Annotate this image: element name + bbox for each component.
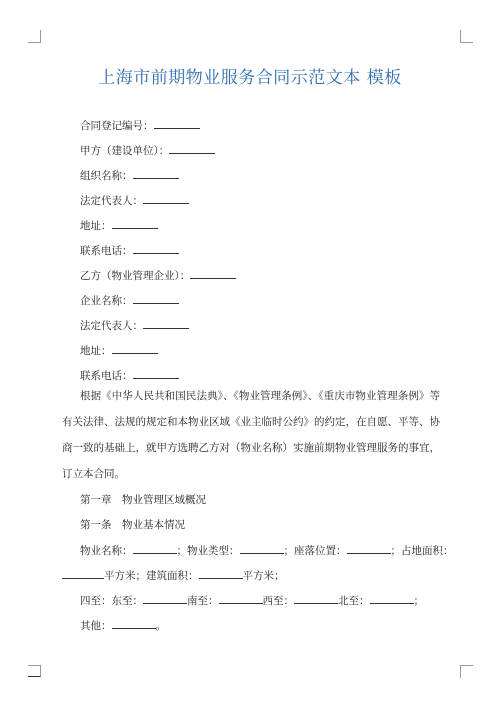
phone-b-line bbox=[80, 368, 179, 383]
land-area-blank[interactable] bbox=[62, 568, 104, 579]
contract-number-blank[interactable] bbox=[154, 118, 200, 129]
address-a-blank[interactable] bbox=[112, 218, 158, 229]
sqm-end-label: 平方米； bbox=[242, 570, 285, 582]
other-blank[interactable] bbox=[112, 618, 156, 629]
south-label: 南至： bbox=[187, 595, 219, 607]
other-label: 其他： bbox=[80, 620, 112, 632]
legal-rep-a-label: 法定代表人： bbox=[80, 195, 143, 207]
property-type-label: ；物业类型： bbox=[176, 545, 240, 557]
south-blank[interactable] bbox=[219, 593, 263, 604]
party-a-label: 甲方（建设单位）： bbox=[80, 145, 170, 157]
party-b-label: 乙方（物业管理企业）： bbox=[80, 270, 191, 282]
legal-rep-b-blank[interactable] bbox=[143, 318, 189, 329]
crop-mark-top-left bbox=[28, 30, 41, 43]
location-label: ；座落位置： bbox=[283, 545, 347, 557]
west-label: 西至： bbox=[262, 595, 294, 607]
phone-a-line bbox=[80, 243, 179, 258]
company-name-line bbox=[80, 293, 179, 308]
address-a-line bbox=[80, 218, 158, 233]
chapter-one-heading: 第一章 物业管理区域概况 bbox=[80, 494, 206, 506]
west-blank[interactable] bbox=[294, 593, 338, 604]
legal-rep-b-label: 法定代表人： bbox=[80, 320, 143, 332]
north-label: 北至： bbox=[338, 595, 370, 607]
crop-mark-top-right bbox=[460, 30, 473, 43]
east-label: 四至：东至： bbox=[80, 595, 143, 607]
phone-b-blank[interactable] bbox=[133, 368, 179, 379]
org-name-label: 组织名称： bbox=[80, 170, 133, 182]
org-name-blank[interactable] bbox=[133, 168, 179, 179]
contract-number-line bbox=[80, 118, 200, 133]
preamble-paragraph: 根据《中华人民共和国民法典》、《物业管理条例》、《重庆市物业管理条例》等有关法律、法规的规定和本物业区域《业主临时公约》的约定，在自愿、平等、协商一致的基础上，就甲方选聘乙方对（物业名称）实施前期物业管理服务的事宜，订立本合同。 bbox=[62, 390, 440, 480]
crop-mark-bottom-left bbox=[28, 665, 41, 677]
address-b-label: 地址： bbox=[80, 345, 112, 357]
contract-number-label: 合同登记编号： bbox=[80, 120, 154, 132]
phone-a-blank[interactable] bbox=[133, 243, 179, 254]
property-info-line bbox=[80, 543, 454, 558]
location-blank[interactable] bbox=[347, 543, 391, 554]
north-blank[interactable] bbox=[370, 593, 414, 604]
party-a-line bbox=[80, 143, 215, 158]
crop-mark-bottom-right bbox=[460, 665, 473, 678]
article-one-heading: 第一条 物业基本情况 bbox=[80, 519, 185, 531]
east-blank[interactable] bbox=[143, 593, 187, 604]
address-b-line bbox=[80, 343, 158, 358]
legal-rep-a-blank[interactable] bbox=[143, 193, 189, 204]
other-line bbox=[80, 618, 166, 633]
property-name-label: 物业名称： bbox=[80, 545, 133, 557]
boundaries-end: ； bbox=[413, 595, 424, 607]
building-area-blank[interactable] bbox=[199, 568, 243, 579]
document-title: 上海市前期物业服务合同示范文本 模板 bbox=[98, 68, 402, 88]
address-a-label: 地址： bbox=[80, 220, 112, 232]
boundaries-line bbox=[80, 593, 424, 608]
party-b-blank[interactable] bbox=[190, 268, 236, 279]
phone-a-label: 联系电话： bbox=[80, 245, 133, 257]
party-b-line bbox=[80, 268, 236, 283]
phone-b-label: 联系电话： bbox=[80, 370, 133, 382]
org-name-line bbox=[80, 168, 179, 183]
area-line bbox=[62, 568, 285, 583]
company-name-label: 企业名称： bbox=[80, 295, 133, 307]
legal-rep-a-line bbox=[80, 193, 189, 208]
legal-rep-b-line bbox=[80, 318, 189, 333]
party-a-blank[interactable] bbox=[169, 143, 215, 154]
property-type-blank[interactable] bbox=[240, 543, 284, 554]
land-area-label: ；占地面积： bbox=[390, 545, 454, 557]
company-name-blank[interactable] bbox=[133, 293, 179, 304]
other-end: 。 bbox=[155, 620, 166, 632]
property-name-blank[interactable] bbox=[133, 543, 177, 554]
address-b-blank[interactable] bbox=[112, 343, 158, 354]
sqm-building-label: 平方米；建筑面积： bbox=[104, 570, 199, 582]
